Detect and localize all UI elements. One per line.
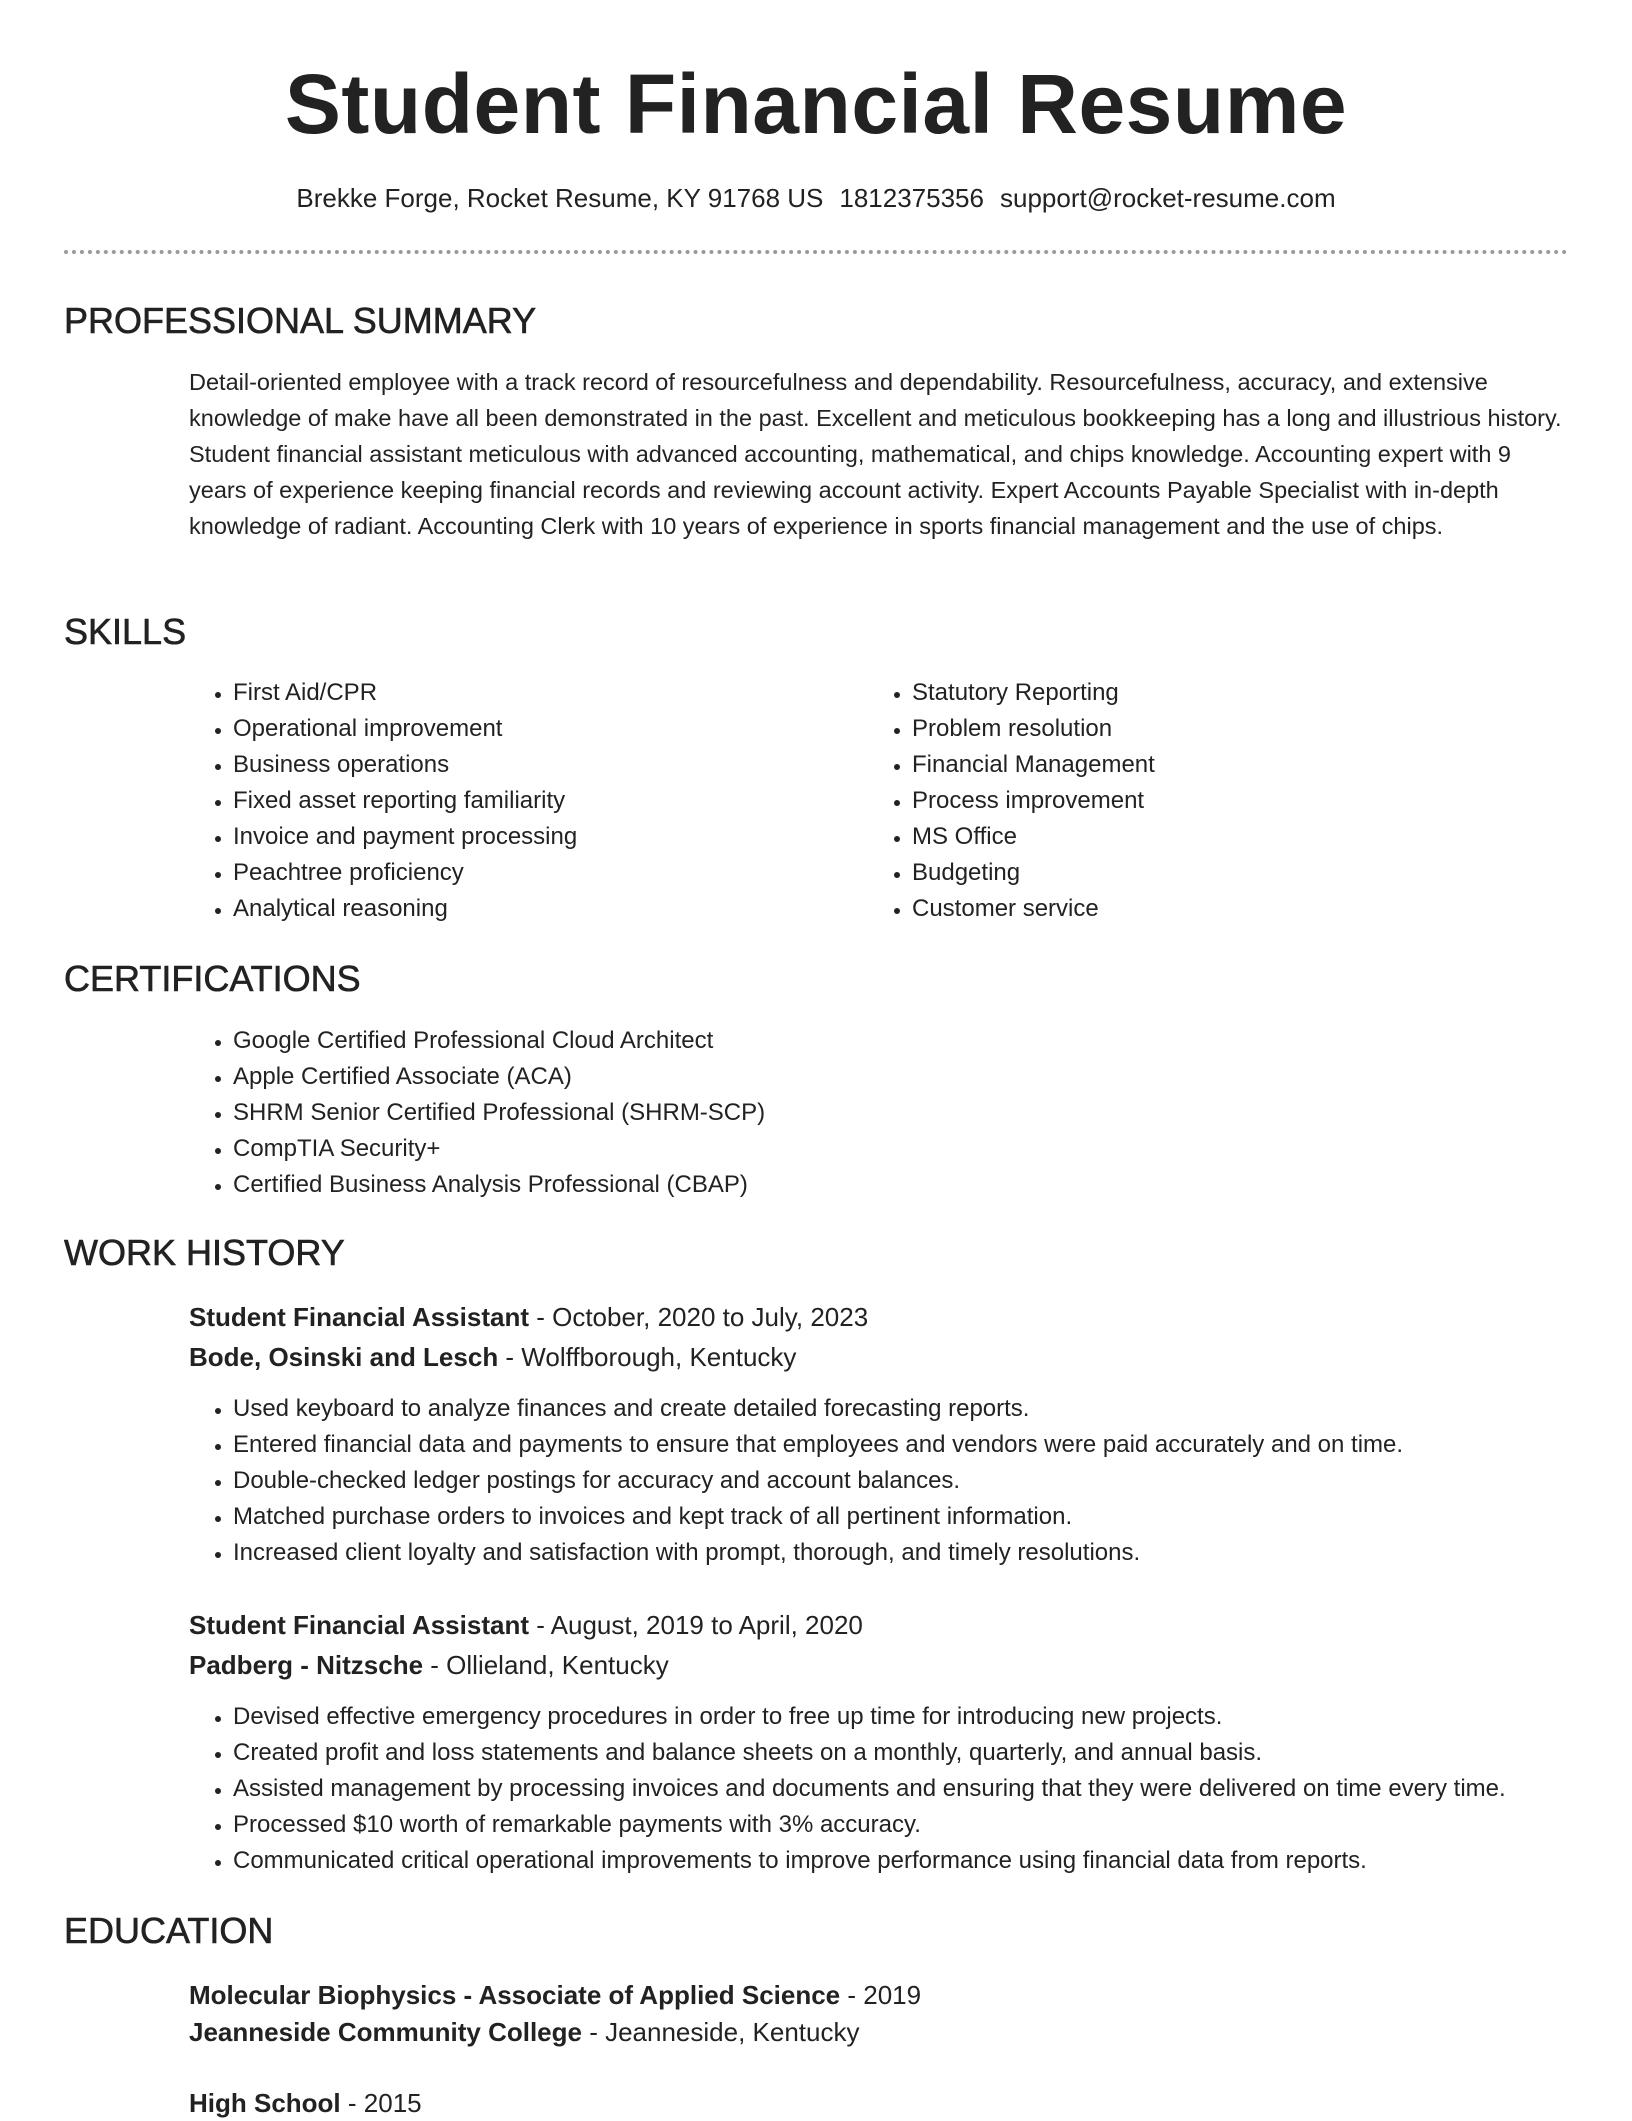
education-1-degree-line bbox=[189, 1977, 921, 2013]
header-divider bbox=[64, 250, 1568, 254]
contact-phone: 1812375356 bbox=[839, 183, 984, 213]
job-2-company: Padberg - Nitzsche bbox=[189, 1650, 424, 1680]
certification-item: • CompTIA Security+ bbox=[233, 1131, 765, 1167]
skill-item: • Business operations bbox=[233, 747, 577, 783]
job-1-company: Bode, Osinski and Lesch bbox=[189, 1342, 499, 1372]
job-bullet: • Entered financial data and payments to ensure that employees and vendors were paid accurately and on time. bbox=[233, 1427, 1403, 1463]
skill-item: • Fixed asset reporting familiarity bbox=[233, 783, 577, 819]
job-2-role: Student Financial Assistant bbox=[189, 1610, 529, 1640]
section-title-skills: SKILLS bbox=[64, 611, 187, 652]
job-2-location: - Ollieland, Kentucky bbox=[423, 1650, 669, 1680]
section-title-education: EDUCATION bbox=[64, 1910, 274, 1951]
education-1-school-line bbox=[189, 2014, 859, 2050]
skill-item: • Problem resolution bbox=[912, 711, 1155, 747]
job-1-location: - Wolffborough, Kentucky bbox=[498, 1342, 797, 1372]
education-1-degree: Molecular Biophysics - Associate of Applied Science bbox=[189, 1980, 841, 2010]
certification-item: • Apple Certified Associate (ACA) bbox=[233, 1059, 765, 1095]
job-bullet: • Assisted management by processing invoices and documents and ensuring that they were delivered on time every time. bbox=[233, 1771, 1506, 1807]
job-1-dates: - October, 2020 to July, 2023 bbox=[528, 1302, 869, 1332]
job-bullet: • Increased client loyalty and satisfaction with prompt, thorough, and timely resolutions. bbox=[233, 1535, 1403, 1571]
contact-address: Brekke Forge, Rocket Resume, KY 91768 US bbox=[296, 183, 824, 213]
contact-line bbox=[0, 180, 1632, 216]
contact-email: support@rocket-resume.com bbox=[999, 183, 1336, 213]
job-2-bullets bbox=[189, 1699, 1506, 1879]
education-2-degree: High School bbox=[189, 2088, 341, 2118]
skills-list-left bbox=[189, 675, 577, 927]
skill-item: • Financial Management bbox=[912, 747, 1155, 783]
skill-item: • Customer service bbox=[912, 891, 1155, 927]
skill-item: • Peachtree proficiency bbox=[233, 855, 577, 891]
skills-list-right bbox=[868, 675, 1155, 927]
skill-item: • Statutory Reporting bbox=[912, 675, 1155, 711]
section-title-summary: PROFESSIONAL SUMMARY bbox=[64, 300, 537, 341]
job-bullet: • Double-checked ledger postings for accuracy and account balances. bbox=[233, 1463, 1403, 1499]
skill-item: • Process improvement bbox=[912, 783, 1155, 819]
job-1-bullets bbox=[189, 1391, 1403, 1571]
job-2-company-line bbox=[189, 1647, 669, 1683]
job-1-title-line bbox=[189, 1299, 868, 1335]
education-1-school: Jeanneside Community College bbox=[189, 2017, 582, 2047]
education-1-location: - Jeanneside, Kentucky bbox=[581, 2017, 860, 2047]
education-1-year: - 2019 bbox=[840, 1980, 922, 2010]
certification-item: • Google Certified Professional Cloud Architect bbox=[233, 1023, 765, 1059]
job-2-dates: - August, 2019 to April, 2020 bbox=[528, 1610, 863, 1640]
education-2-year: - 2015 bbox=[340, 2088, 422, 2118]
skill-item: • Budgeting bbox=[912, 855, 1155, 891]
job-bullet: • Used keyboard to analyze finances and create detailed forecasting reports. bbox=[233, 1391, 1403, 1427]
certification-item: • Certified Business Analysis Professional (CBAP) bbox=[233, 1167, 765, 1203]
section-title-work-history: WORK HISTORY bbox=[64, 1232, 345, 1273]
job-bullet: • Devised effective emergency procedures in order to free up time for introducing new projects. bbox=[233, 1699, 1506, 1735]
summary-text: Detail-oriented employee with a track record of resourcefulness and dependability. Resourcefulness, accuracy, and extensive knowledge of make have all been demonstrated in the past. Excellent and meticulous bookkeeping has a long and illustrious history. Student financial assistant meticulous with advanced accounting, mathematical, and chips knowledge. Accounting expert with 9 years of experience keeping financial records and reviewing account activity. Expert Accounts Payable Specialist with in-depth knowledge of radiant. Accounting Clerk with 10 years of experience in sports financial management and the use of chips. bbox=[189, 369, 1562, 539]
job-bullet: • Communicated critical operational improvements to improve performance using financial data from reports. bbox=[233, 1843, 1506, 1879]
job-2-title-line bbox=[189, 1607, 863, 1643]
section-title-certifications: CERTIFICATIONS bbox=[64, 958, 361, 999]
education-2-degree-line bbox=[189, 2085, 422, 2121]
job-1-company-line bbox=[189, 1339, 796, 1375]
certifications-list bbox=[189, 1023, 765, 1203]
job-bullet: • Processed $10 worth of remarkable payments with 3% accuracy. bbox=[233, 1807, 1506, 1843]
skill-item: • Analytical reasoning bbox=[233, 891, 577, 927]
skill-item: • Invoice and payment processing bbox=[233, 819, 577, 855]
certification-item: • SHRM Senior Certified Professional (SHRM-SCP) bbox=[233, 1095, 765, 1131]
skill-item: • First Aid/CPR bbox=[233, 675, 577, 711]
skill-item: • MS Office bbox=[912, 819, 1155, 855]
job-1-role: Student Financial Assistant bbox=[189, 1302, 529, 1332]
resume-title: Student Financial Resume bbox=[284, 57, 1348, 151]
job-bullet: • Matched purchase orders to invoices and kept track of all pertinent information. bbox=[233, 1499, 1403, 1535]
job-bullet: • Created profit and loss statements and balance sheets on a monthly, quarterly, and annual basis. bbox=[233, 1735, 1506, 1771]
skill-item: • Operational improvement bbox=[233, 711, 577, 747]
